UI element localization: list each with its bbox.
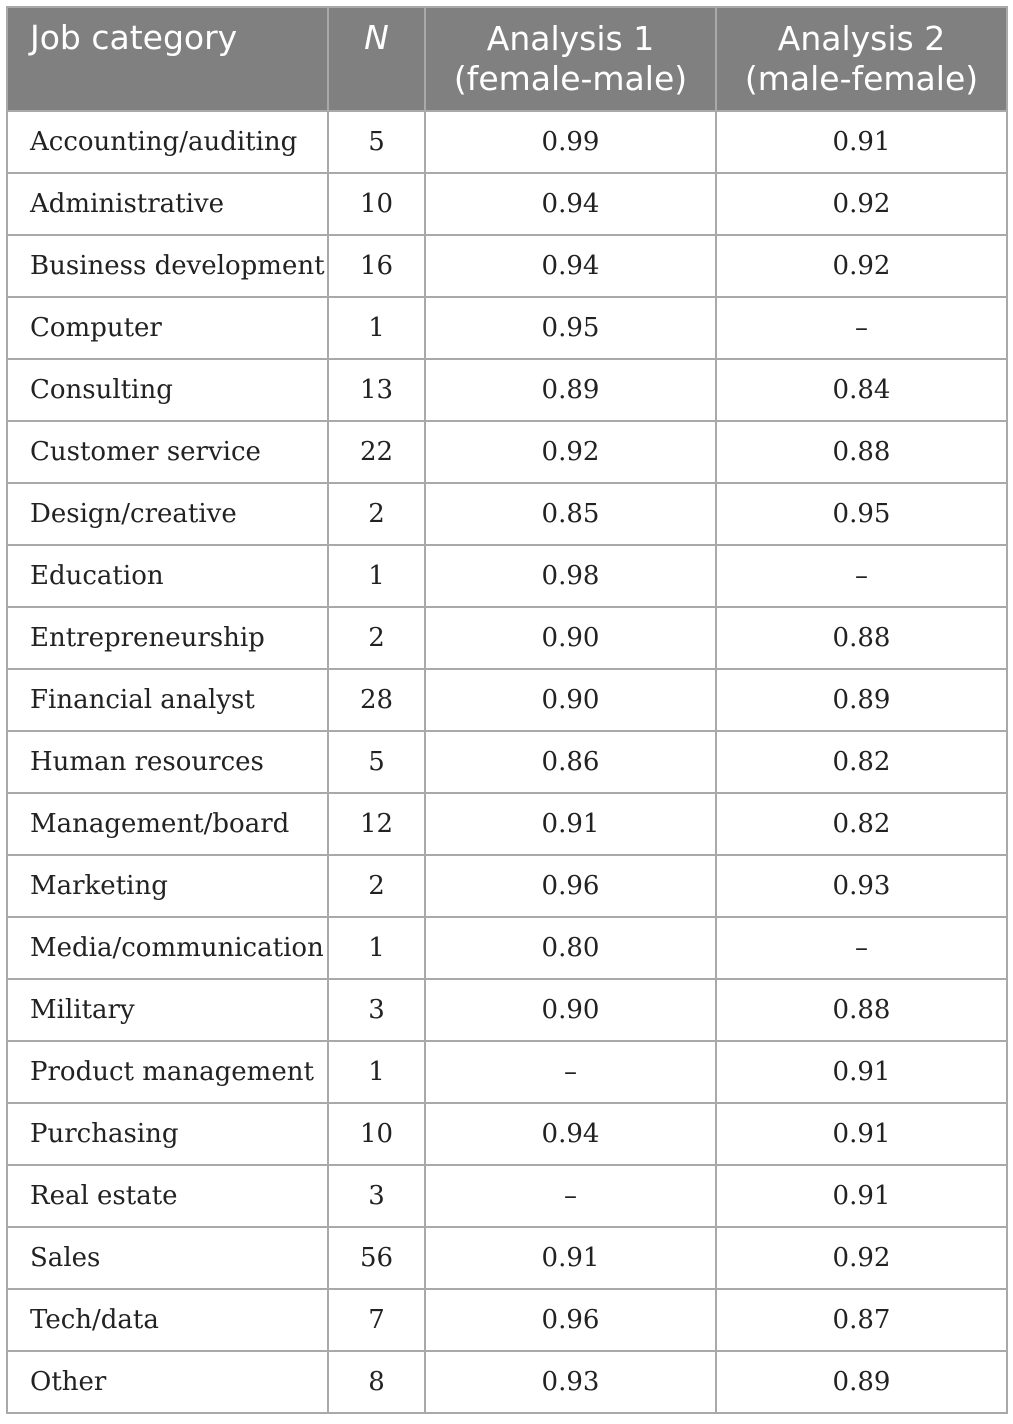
table-row xyxy=(7,235,1007,297)
cell-analysis-2: 0.82 xyxy=(716,731,1007,793)
table-row xyxy=(7,359,1007,421)
cell-n: 2 xyxy=(328,483,425,545)
cell-analysis-1: 0.86 xyxy=(425,731,716,793)
cell-analysis-2: 0.89 xyxy=(716,1351,1007,1413)
cell-n: 3 xyxy=(328,1165,425,1227)
cell-job-category: Administrative xyxy=(7,173,328,235)
table-row xyxy=(7,173,1007,235)
cell-analysis-2: 0.93 xyxy=(716,855,1007,917)
table-row xyxy=(7,1227,1007,1289)
table-row xyxy=(7,607,1007,669)
cell-n: 5 xyxy=(328,731,425,793)
cell-n: 2 xyxy=(328,607,425,669)
job-category-table-container xyxy=(6,6,1006,1414)
cell-analysis-2: 0.91 xyxy=(716,1041,1007,1103)
cell-analysis-2: 0.95 xyxy=(716,483,1007,545)
cell-n: 7 xyxy=(328,1289,425,1351)
table-row xyxy=(7,979,1007,1041)
cell-n: 1 xyxy=(328,545,425,607)
cell-analysis-1: 0.90 xyxy=(425,669,716,731)
cell-job-category: Management/board xyxy=(7,793,328,855)
cell-analysis-1: 0.91 xyxy=(425,1227,716,1289)
table-row xyxy=(7,1103,1007,1165)
table-row xyxy=(7,483,1007,545)
table-row xyxy=(7,1165,1007,1227)
cell-n: 1 xyxy=(328,297,425,359)
cell-analysis-2: 0.91 xyxy=(716,1103,1007,1165)
table-row xyxy=(7,731,1007,793)
header-analysis-2-title: Analysis 2 xyxy=(777,19,946,58)
cell-job-category: Other xyxy=(7,1351,328,1413)
table-row xyxy=(7,111,1007,173)
cell-job-category: Media/communication xyxy=(7,917,328,979)
cell-job-category: Real estate xyxy=(7,1165,328,1227)
cell-analysis-2: 0.84 xyxy=(716,359,1007,421)
cell-job-category: Purchasing xyxy=(7,1103,328,1165)
cell-analysis-1: 0.99 xyxy=(425,111,716,173)
cell-n: 56 xyxy=(328,1227,425,1289)
table-row xyxy=(7,421,1007,483)
table-row xyxy=(7,297,1007,359)
header-analysis-2-subtitle: (male-female) xyxy=(744,59,979,98)
cell-n: 2 xyxy=(328,855,425,917)
header-analysis-1 xyxy=(425,7,716,111)
cell-job-category: Product management xyxy=(7,1041,328,1103)
cell-n: 1 xyxy=(328,1041,425,1103)
cell-analysis-2: 0.91 xyxy=(716,111,1007,173)
header-analysis-2 xyxy=(716,7,1007,111)
cell-job-category: Computer xyxy=(7,297,328,359)
cell-job-category: Entrepreneurship xyxy=(7,607,328,669)
cell-analysis-2: 0.82 xyxy=(716,793,1007,855)
cell-analysis-2: – xyxy=(716,545,1007,607)
cell-job-category: Consulting xyxy=(7,359,328,421)
cell-analysis-1: 0.80 xyxy=(425,917,716,979)
header-job-category: Job category xyxy=(7,7,328,111)
cell-job-category: Design/creative xyxy=(7,483,328,545)
cell-analysis-1: – xyxy=(425,1041,716,1103)
header-analysis-1-title: Analysis 1 xyxy=(486,19,655,58)
cell-n: 12 xyxy=(328,793,425,855)
cell-job-category: Financial analyst xyxy=(7,669,328,731)
cell-n: 10 xyxy=(328,173,425,235)
cell-analysis-2: 0.92 xyxy=(716,173,1007,235)
table-row xyxy=(7,1041,1007,1103)
cell-job-category: Human resources xyxy=(7,731,328,793)
cell-n: 1 xyxy=(328,917,425,979)
cell-analysis-1: 0.93 xyxy=(425,1351,716,1413)
cell-analysis-1: 0.96 xyxy=(425,855,716,917)
cell-analysis-2: 0.91 xyxy=(716,1165,1007,1227)
cell-n: 10 xyxy=(328,1103,425,1165)
cell-analysis-1: 0.95 xyxy=(425,297,716,359)
cell-analysis-1: 0.89 xyxy=(425,359,716,421)
cell-n: 22 xyxy=(328,421,425,483)
table-row xyxy=(7,669,1007,731)
header-analysis-1-subtitle: (female-male) xyxy=(453,59,688,98)
cell-analysis-1: 0.85 xyxy=(425,483,716,545)
header-n: N xyxy=(328,7,425,111)
cell-analysis-1: 0.90 xyxy=(425,607,716,669)
cell-analysis-2: 0.92 xyxy=(716,1227,1007,1289)
cell-analysis-2: 0.89 xyxy=(716,669,1007,731)
cell-job-category: Customer service xyxy=(7,421,328,483)
table-row xyxy=(7,793,1007,855)
cell-analysis-2: 0.88 xyxy=(716,421,1007,483)
cell-job-category: Sales xyxy=(7,1227,328,1289)
table-row xyxy=(7,1289,1007,1351)
cell-job-category: Marketing xyxy=(7,855,328,917)
cell-n: 28 xyxy=(328,669,425,731)
cell-n: 3 xyxy=(328,979,425,1041)
cell-analysis-1: 0.91 xyxy=(425,793,716,855)
cell-analysis-2: 0.87 xyxy=(716,1289,1007,1351)
cell-analysis-2: 0.92 xyxy=(716,235,1007,297)
cell-analysis-2: 0.88 xyxy=(716,979,1007,1041)
cell-analysis-1: 0.94 xyxy=(425,1103,716,1165)
cell-job-category: Tech/data xyxy=(7,1289,328,1351)
cell-analysis-1: 0.98 xyxy=(425,545,716,607)
table-header xyxy=(7,7,1007,111)
cell-analysis-1: 0.90 xyxy=(425,979,716,1041)
table-row xyxy=(7,917,1007,979)
cell-job-category: Accounting/auditing xyxy=(7,111,328,173)
cell-analysis-2: – xyxy=(716,917,1007,979)
cell-n: 5 xyxy=(328,111,425,173)
cell-analysis-1: 0.96 xyxy=(425,1289,716,1351)
cell-n: 8 xyxy=(328,1351,425,1413)
job-category-table xyxy=(6,6,1008,1414)
cell-analysis-1: 0.94 xyxy=(425,173,716,235)
table-row xyxy=(7,545,1007,607)
table-row xyxy=(7,1351,1007,1413)
table-row xyxy=(7,855,1007,917)
cell-job-category: Business development xyxy=(7,235,328,297)
header-row xyxy=(7,7,1007,111)
cell-n: 13 xyxy=(328,359,425,421)
table-body xyxy=(7,111,1007,1413)
cell-job-category: Education xyxy=(7,545,328,607)
cell-job-category: Military xyxy=(7,979,328,1041)
cell-analysis-1: 0.94 xyxy=(425,235,716,297)
cell-analysis-2: – xyxy=(716,297,1007,359)
cell-n: 16 xyxy=(328,235,425,297)
cell-analysis-2: 0.88 xyxy=(716,607,1007,669)
cell-analysis-1: – xyxy=(425,1165,716,1227)
cell-analysis-1: 0.92 xyxy=(425,421,716,483)
